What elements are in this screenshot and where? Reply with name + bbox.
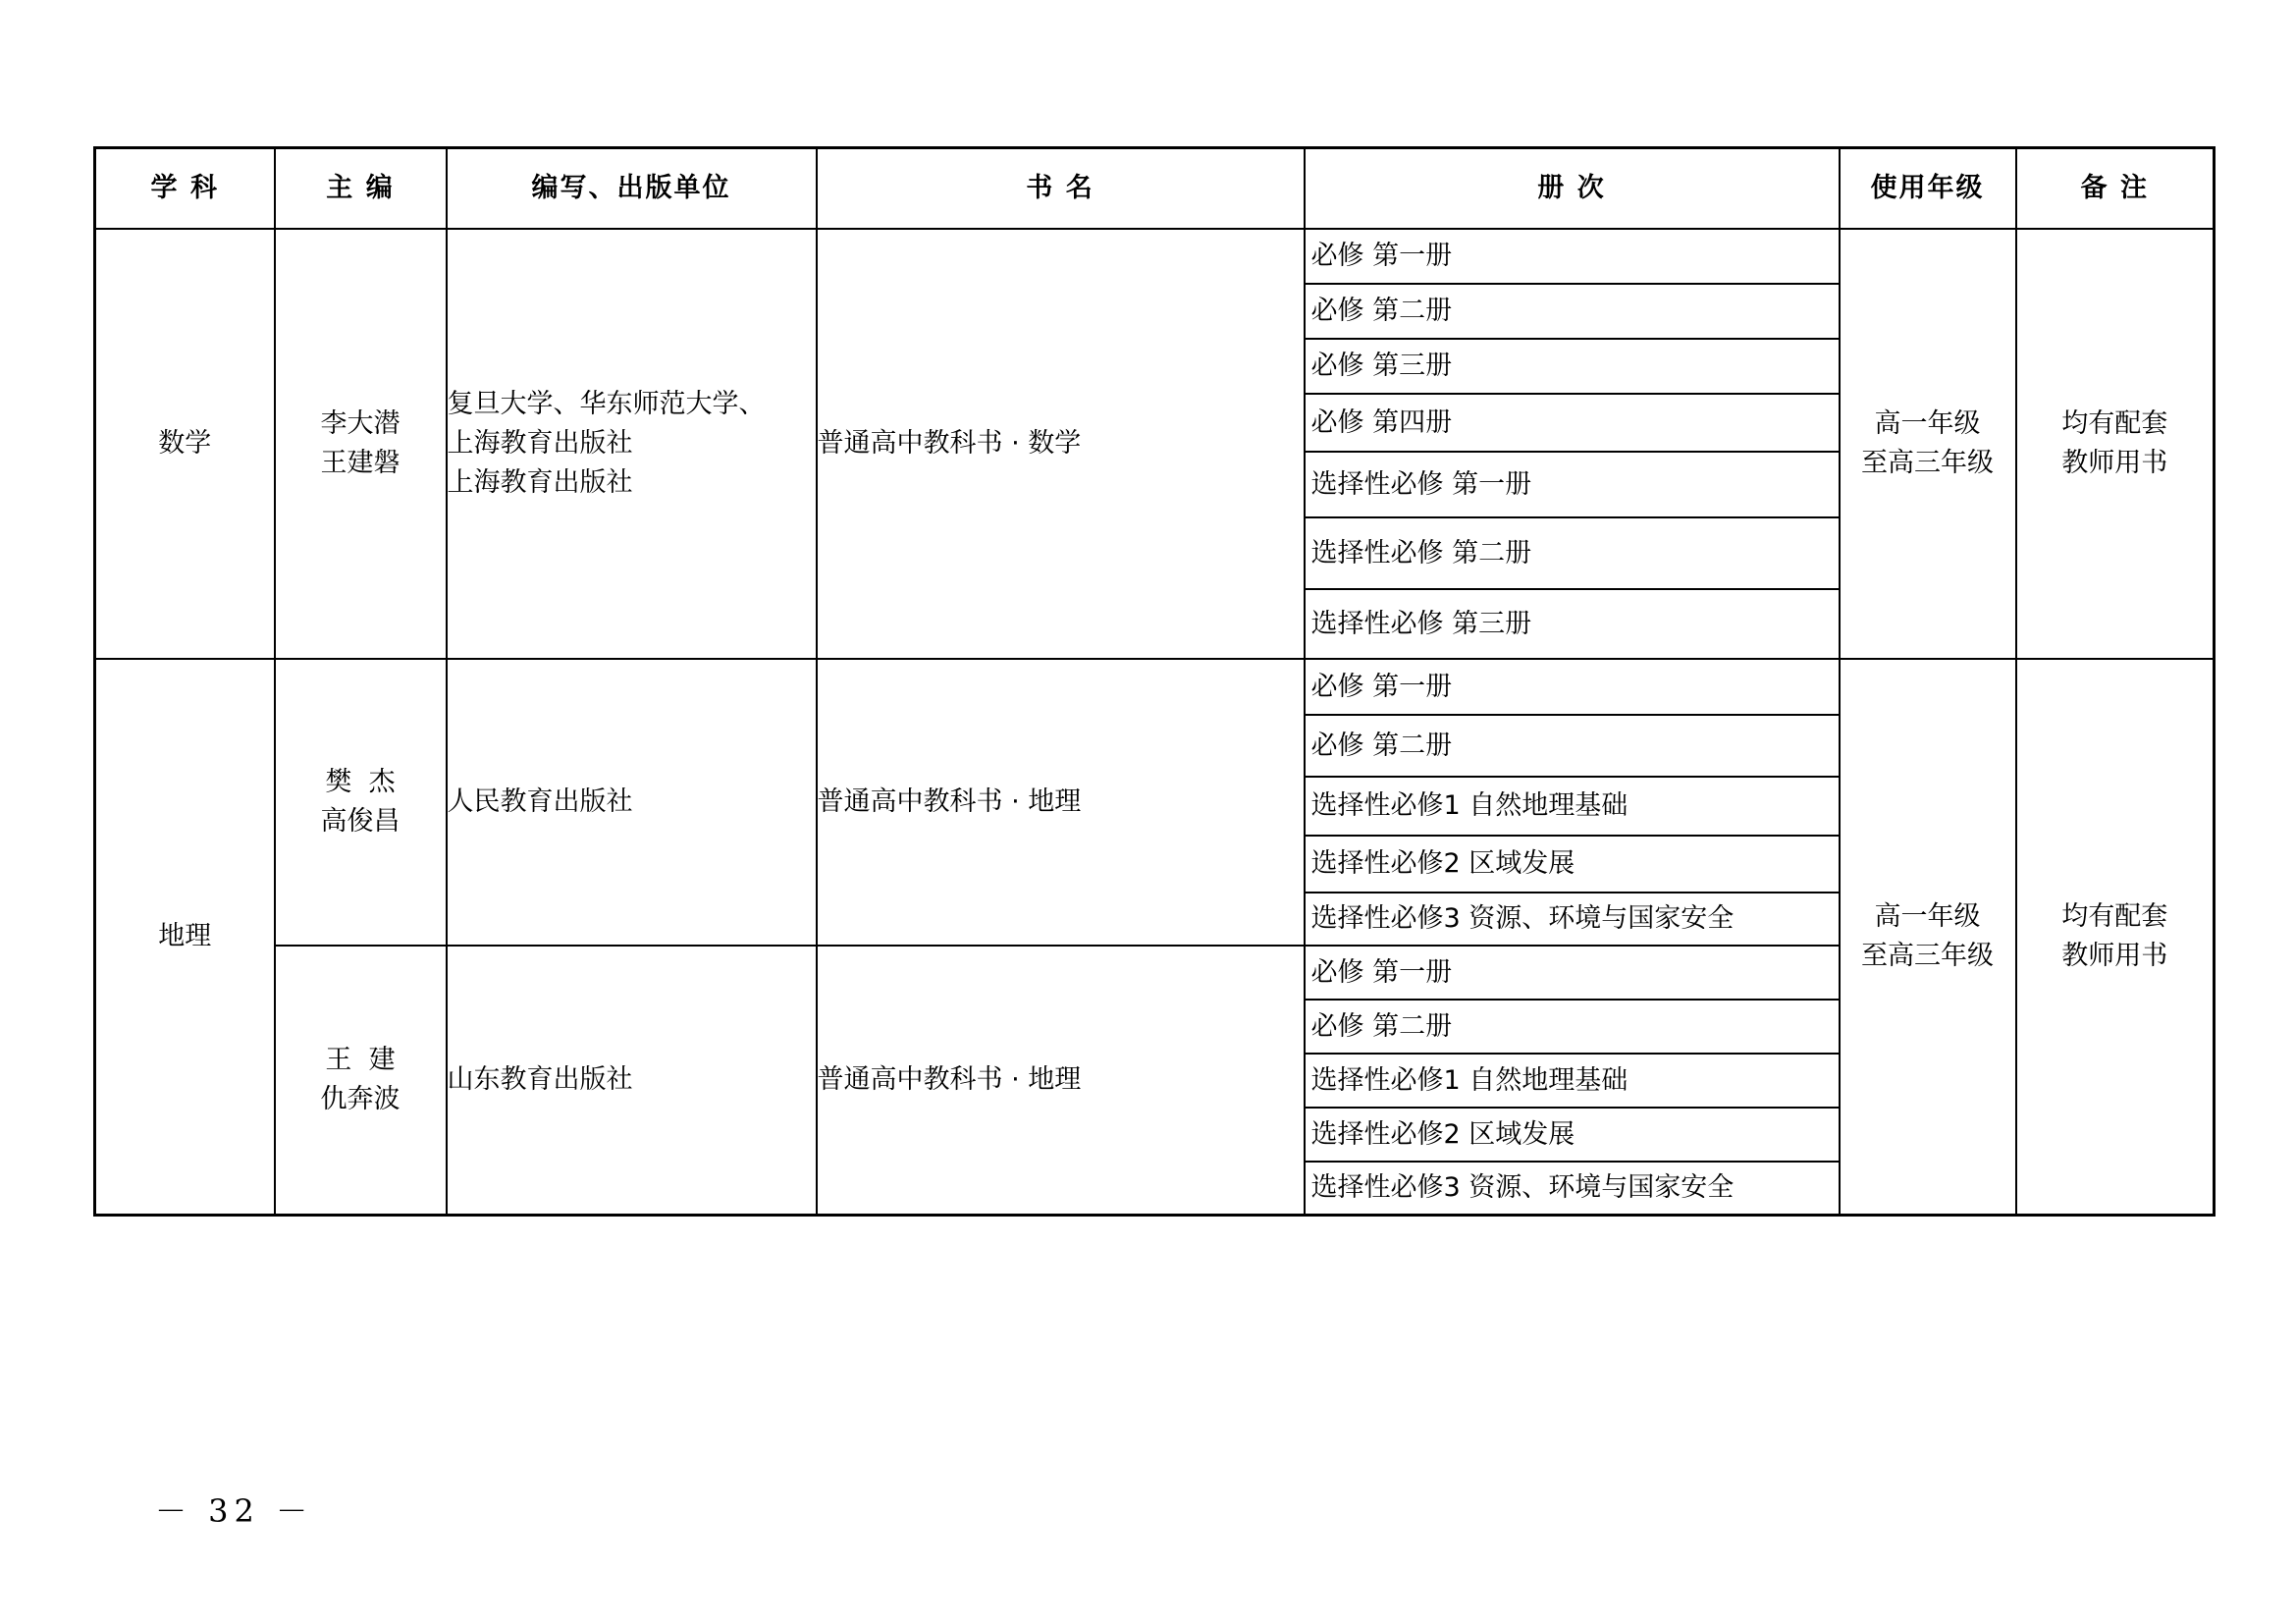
header-grade: 使用年级 [1840, 148, 2016, 230]
volume-item: 选择性必修1 自然地理基础 [1306, 1055, 1839, 1109]
editor-name: 王 建 [325, 1045, 396, 1075]
book-title-geography-2: 普通高中教科书 · 地理 [817, 946, 1305, 1216]
volume-item: 选择性必修1 自然地理基础 [1306, 778, 1839, 837]
editors-math [275, 229, 447, 659]
editor-name: 李大潜 [320, 408, 400, 439]
book-title-geography-1: 普通高中教科书 · 地理 [817, 659, 1305, 946]
volume-item: 必修 第二册 [1306, 285, 1839, 340]
editor-name: 王建磐 [320, 448, 400, 478]
volume-item: 必修 第二册 [1306, 1001, 1839, 1055]
volume-item: 必修 第一册 [1306, 230, 1839, 285]
volume-item: 必修 第一册 [1306, 947, 1839, 1001]
note-line: 均有配套 [2061, 901, 2168, 932]
grade-line: 至高三年级 [1861, 941, 1994, 971]
textbook-table [93, 146, 2216, 1217]
volumes-geography-2 [1305, 946, 1840, 1216]
volume-item: 选择性必修 第二册 [1306, 518, 1839, 590]
subject-math: 数学 [95, 229, 275, 659]
note-line: 教师用书 [2061, 941, 2168, 971]
publisher-line: 上海教育出版社 [447, 467, 633, 498]
header-subject: 学 科 [95, 148, 275, 230]
publisher-line: 复旦大学、华东师范大学、 [447, 389, 766, 419]
header-publisher: 编写、出版单位 [447, 148, 817, 230]
grade-line: 高一年级 [1874, 901, 1981, 932]
volume-item: 选择性必修3 资源、环境与国家安全 [1310, 1172, 1735, 1203]
book-title-math: 普通高中教科书 · 数学 [817, 229, 1305, 659]
volumes-math [1305, 229, 1840, 659]
volumes-geography-1 [1305, 659, 1840, 946]
header-editor: 主 编 [275, 148, 447, 230]
publisher-geography-1: 人民教育出版社 [447, 659, 817, 946]
publisher-line: 上海教育出版社 [447, 428, 633, 459]
table-row-geography-1 [95, 659, 2215, 946]
note-line: 教师用书 [2061, 448, 2168, 478]
editor-name: 樊 杰 [325, 767, 396, 797]
volume-item: 选择性必修2 区域发展 [1306, 837, 1839, 893]
volume-item: 选择性必修2 区域发展 [1306, 1109, 1839, 1163]
note-math [2016, 229, 2215, 659]
header-book-title: 书 名 [817, 148, 1305, 230]
note-geography [2016, 659, 2215, 1216]
grade-math [1840, 229, 2016, 659]
editors-geography-2 [275, 946, 447, 1216]
grade-line: 高一年级 [1874, 408, 1981, 439]
volume-item: 选择性必修 第一册 [1306, 453, 1839, 518]
editor-name: 仇奔波 [320, 1084, 400, 1114]
volume-item: 必修 第三册 [1306, 340, 1839, 395]
grade-geography [1840, 659, 2016, 1216]
publisher-geography-2: 山东教育出版社 [447, 946, 817, 1216]
volume-item: 选择性必修 第三册 [1310, 608, 1532, 639]
table-row-math [95, 229, 2215, 659]
page-number: － 32 － [155, 1492, 314, 1530]
editors-geography-1 [275, 659, 447, 946]
grade-line: 至高三年级 [1861, 448, 1994, 478]
volume-item: 必修 第二册 [1306, 716, 1839, 778]
header-note: 备 注 [2016, 148, 2215, 230]
editor-name: 高俊昌 [320, 806, 400, 837]
volume-item: 必修 第一册 [1306, 660, 1839, 716]
volume-item: 必修 第四册 [1306, 395, 1839, 453]
volume-item: 选择性必修3 资源、环境与国家安全 [1310, 903, 1735, 934]
header-row [95, 148, 2215, 230]
note-line: 均有配套 [2061, 408, 2168, 439]
publisher-math [447, 229, 817, 659]
subject-geography: 地理 [95, 659, 275, 1216]
header-volume: 册 次 [1305, 148, 1840, 230]
